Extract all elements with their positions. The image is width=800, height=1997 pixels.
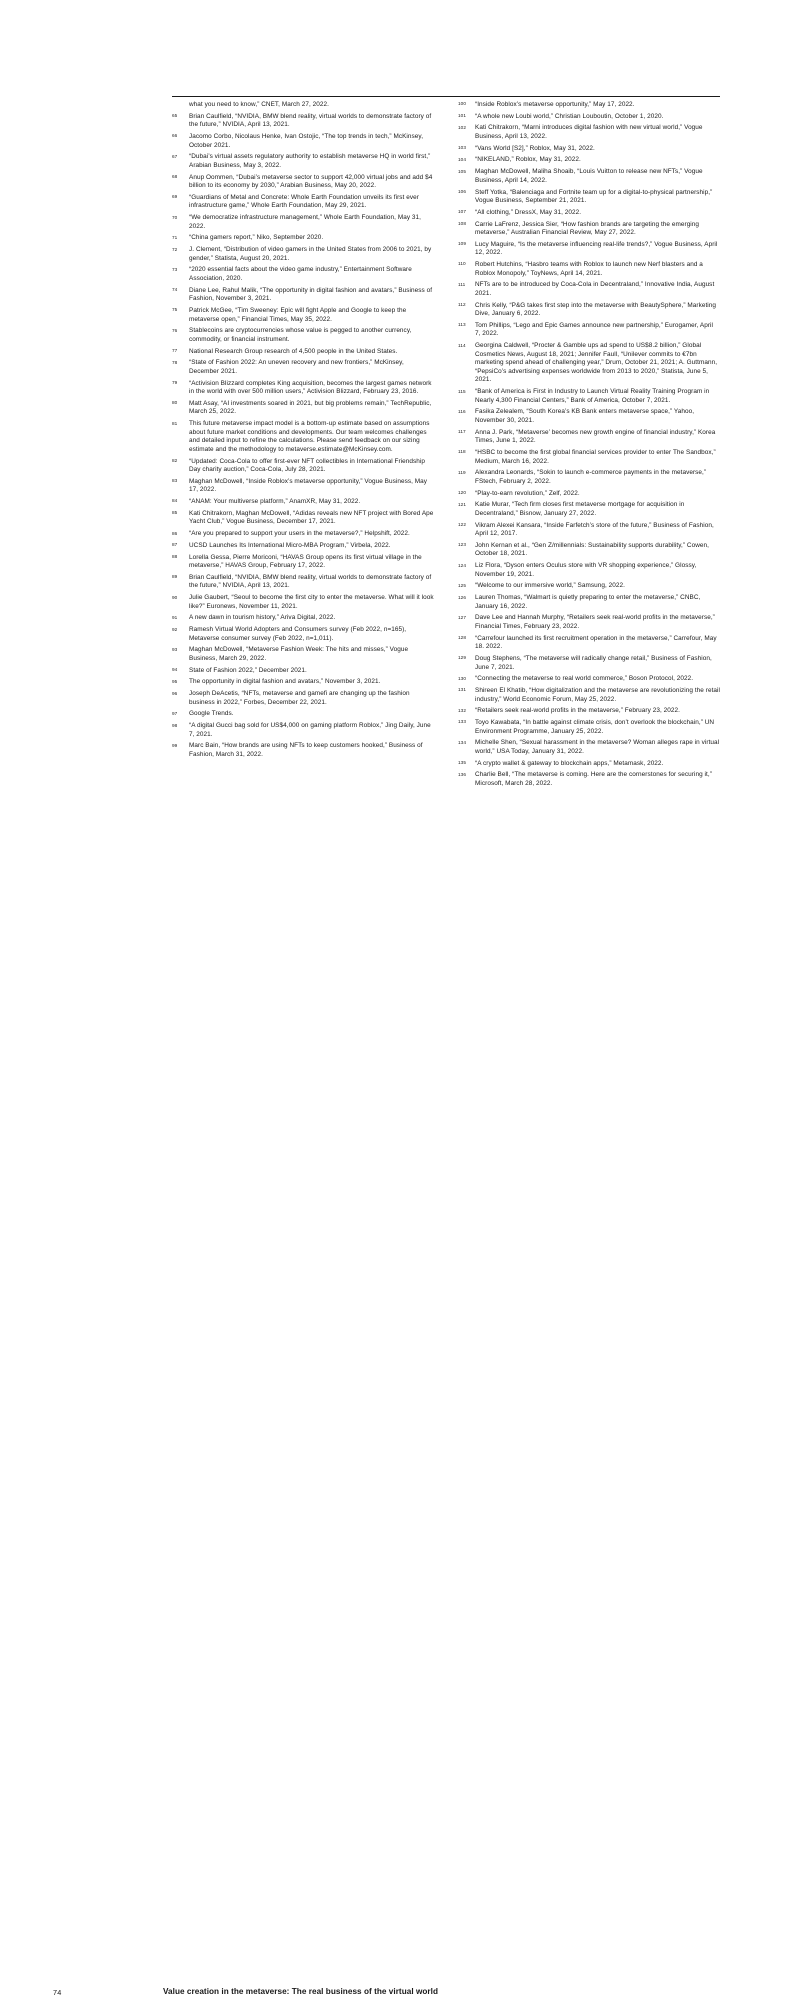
page-footer (0, 992, 800, 1997)
note-item (172, 678, 434, 687)
note-text: “State of Fashion 2022: An uneven recovery and new frontiers,” McKinsey, December 2021. (189, 359, 404, 375)
note-item (458, 281, 720, 298)
note-text: “We democratize infrastructure management,” Whole Earth Foundation, May 31, 2022. (189, 214, 422, 230)
note-text: J. Clement, “Distribution of video gamers in the United States from 2006 to 2021, by gender,” Statista, August 20, 2021. (189, 246, 432, 262)
note-item (458, 562, 720, 579)
note-number: 112 (458, 302, 466, 308)
note-text: Julie Gaubert, “Seoul to become the first city to enter the metaverse. What will it look like?” Euronews, November 11, 2021. (189, 594, 434, 610)
note-item (458, 594, 720, 611)
note-item (458, 241, 720, 258)
note-text: Chris Kelly, “P&G takes first step into the metaverse with BeautySphere,” Marketing Dive, January 6, 2022. (475, 301, 717, 318)
note-item (458, 209, 720, 218)
note-number: 131 (458, 687, 467, 693)
note-number: 109 (458, 241, 467, 247)
note-number: 130 (458, 675, 467, 681)
note-number: 99 (172, 742, 178, 748)
note-item (172, 554, 434, 571)
note-item (172, 667, 434, 676)
note-text: NFTs are to be introduced by Coca-Cola in Decentraland,” Innovative India, August 2021. (475, 281, 715, 297)
note-item (172, 348, 434, 357)
note-number: 68 (172, 173, 178, 179)
note-text: Michelle Shen, “Sexual harassment in the metaverse? Woman alleges rape in virtual world,” USA Today, January 31, 2022. (475, 739, 720, 755)
note-number: 71 (172, 234, 178, 240)
note-item (172, 153, 434, 170)
note-text: Robert Hutchins, “Hasbro teams with Roblox to launch new Nerf blasters and a Roblox Monopoly,” ToyNews, April 14, 2021. (475, 261, 703, 277)
note-item (458, 113, 720, 122)
note-item (458, 542, 720, 559)
note-number: 94 (172, 667, 178, 673)
note-item (172, 742, 434, 759)
note-number: 82 (172, 457, 178, 463)
note-text: Ramesh Virtual World Adopters and Consumers survey (Feb 2022, n=165), Metaverse consumer survey (Feb 2022, n=1,011). (189, 626, 407, 642)
note-text: “Play-to-earn revolution,” Zelf, 2022. (475, 489, 580, 497)
note-number: 102 (458, 124, 467, 130)
note-number: 104 (458, 156, 467, 162)
note-item (172, 594, 434, 611)
note-number: 70 (172, 214, 178, 220)
note-text: The opportunity in digital fashion and avatars,” November 3, 2021. (189, 678, 381, 686)
note-item (172, 133, 434, 150)
note-number: 100 (458, 101, 467, 107)
header-divider-rule (172, 96, 720, 97)
note-text: Carrie LaFrenz, Jessica Sier, “How fashion brands are targeting the emerging metaverse,” Australian Financial Review, May 27, 2022. (475, 220, 700, 237)
note-number: 96 (172, 690, 178, 696)
note-item (172, 400, 434, 417)
note-text: “A crypto wallet & gateway to blockchain apps,” Metamask, 2022. (475, 759, 664, 767)
note-item (172, 214, 434, 231)
note-item (458, 261, 720, 278)
note-item (458, 719, 720, 736)
note-text: Kati Chitrakorn, “Marni introduces digital fashion with new virtual world,” Vogue Business, April 13, 2022. (475, 124, 703, 141)
note-number: 79 (172, 379, 178, 385)
note-text: “Vans World [S2],” Roblox, May 31, 2022. (475, 144, 595, 152)
note-item (458, 490, 720, 499)
note-item (172, 113, 434, 130)
note-text: “Inside Roblox’s metaverse opportunity,” May 17, 2022. (475, 101, 635, 108)
note-number: 88 (172, 553, 178, 559)
note-number: 128 (458, 635, 467, 641)
note-item (458, 124, 720, 141)
note-number: 115 (458, 388, 466, 394)
note-text: “Guardians of Metal and Concrete: Whole Earth Foundation unveils its first ever infrastructure game,” Whole Earth Foundation, May 29, 2021. (189, 193, 419, 210)
note-number: 69 (172, 194, 178, 200)
note-item (172, 246, 434, 263)
note-text: UCSD Launches Its International Micro-MBA Program,” Virbela, 2022. (189, 541, 391, 549)
note-number: 78 (172, 359, 178, 365)
note-item (458, 302, 720, 319)
note-text: “Connecting the metaverse to real world commerce,” Boson Protocol, 2022. (475, 675, 694, 683)
note-item (458, 429, 720, 446)
note-number: 77 (172, 347, 178, 353)
note-number: 83 (172, 478, 178, 484)
note-number: 125 (458, 582, 467, 588)
note-item (458, 168, 720, 185)
notes-list-left (172, 101, 434, 760)
note-item (172, 359, 434, 376)
note-item (172, 307, 434, 324)
note-number: 87 (172, 542, 178, 548)
note-text: what you need to know,” CNET, March 27, 2022. (189, 101, 329, 108)
note-text: Lucy Maguire, “Is the metaverse influencing real-life trends?,” Vogue Business, April 12, 2022. (475, 240, 718, 257)
note-number: 93 (172, 646, 178, 652)
note-item (458, 739, 720, 756)
note-text: “Dubai’s virtual assets regulatory authority to establish metaverse HQ in world first,” Arabian Business, May 3, 2022. (189, 153, 431, 169)
note-number: 105 (458, 168, 467, 174)
note-text: Alexandra Leonards, “Sokin to launch e-commerce payments in the metaverse,” FStech, February 2, 2022. (475, 469, 707, 485)
note-text: John Kernan et al., “Gen Z/millennials: Sustainability supports durability,” Cowen, October 18, 2021. (475, 541, 709, 558)
note-item (172, 574, 434, 591)
note-number: 114 (458, 342, 466, 348)
footer-title: Value creation in the metaverse: The real business of the virtual world (163, 1987, 438, 1996)
note-item (458, 145, 720, 154)
note-text: “All clothing,” DressX, May 31, 2022. (475, 208, 582, 216)
note-text: “Activision Blizzard completes King acquisition, becomes the largest games network in the world with over 500 million users,” Activision Blizzard, February 23, 2016. (189, 379, 432, 396)
note-number: 136 (458, 771, 467, 777)
note-text: Lauren Thomas, “Walmart is quietly preparing to enter the metaverse,” CNBC, January 16, 2022. (475, 594, 701, 610)
note-text: Kati Chitrakorn, Maghan McDowell, “Adidas reveals new NFT project with Bored Ape Yacht Club,” Vogue Business, December 17, 2021. (189, 509, 434, 526)
note-text: Patrick McGee, “Tim Sweeney: Epic will fight Apple and Google to keep the metaverse open,” Financial Times, May 35, 2022. (189, 307, 407, 323)
note-item (458, 189, 720, 206)
note-item (458, 771, 720, 788)
note-item (172, 646, 434, 663)
note-text: Joseph DeAcetis, “NFTs, metaverse and gamefi are changing up the fashion business in 2022,” Forbes, December 22, 2021. (189, 690, 410, 706)
note-item (458, 221, 720, 238)
notes-column-left (172, 101, 434, 792)
note-number: 89 (172, 574, 178, 580)
note-number: 110 (458, 261, 466, 267)
note-text: Matt Asay, “AI investments soared in 2021, but big problems remain,” TechRepublic, March 25, 2022. (189, 399, 432, 416)
note-text: “A whole new Loubi world,” Christian Louboutin, October 1, 2020. (475, 112, 664, 120)
note-number: 121 (458, 501, 467, 507)
note-number: 97 (172, 710, 178, 716)
note-text: State of Fashion 2022,” December 2021. (189, 666, 307, 674)
note-text: Maghan McDowell, Maliha Shoaib, “Louis Vuitton to release new NFTs,” Vogue Business, April 14, 2022. (475, 168, 703, 184)
note-item (458, 156, 720, 165)
note-text: Vikram Alexei Kansara, “Inside Farfetch’s store of the future,” Business of Fashion, April 12, 2017. (475, 521, 714, 538)
note-item (172, 530, 434, 539)
note-text: Georgina Caldwell, “Procter & Gamble ups ad spend to US$8.2 billion,” Global Cosmetics News, August 18, 2021; Jennifer Faull, “Unilever commits to €7bn marketing spend ahead of challenging year,” Drum, October 21, 2021; A. Guttmann, “PepsiCo’s advertising expenses worldwide from 2013 to 2020,” Statista, June 5, 2021. (475, 342, 718, 384)
note-text: Katie Murar, “Tech firm closes first metaverse mortgage for acquisition in Decentraland,” Bisnow, January 27, 2022. (475, 501, 685, 517)
note-text: “Updated: Coca-Cola to offer first-ever NFT collectibles in International Friendship Day charity auction,” Coca-Cola, July 28, 2021. (189, 457, 426, 474)
note-number: 91 (172, 614, 178, 620)
note-item (172, 266, 434, 283)
note-item (458, 760, 720, 769)
note-number: 134 (458, 739, 467, 745)
note-item (172, 234, 434, 243)
note-item (458, 449, 720, 466)
note-number: 92 (172, 626, 178, 632)
notes-columns (172, 101, 720, 792)
note-number: 90 (172, 594, 178, 600)
note-number: 84 (172, 498, 178, 504)
note-text: Fasika Zelealem, “South Korea’s KB Bank enters metaverse space,” Yahoo, November 30, 2021. (475, 408, 695, 424)
note-number: 98 (172, 722, 178, 728)
note-item (172, 710, 434, 719)
note-number: 113 (458, 322, 466, 328)
note-text: This future metaverse impact model is a bottom-up estimate based on assumptions about future market conditions and developments. Our team welcomes challenges and detailed input to refine the calculations. Please send feedback on our sizing estimate and the methodology to metaverse.estimate@McKinsey.com. (189, 420, 430, 453)
note-item (458, 635, 720, 652)
note-text: “Retailers seek real-world profits in the metaverse,” February 23, 2022. (475, 707, 680, 715)
note-item (172, 327, 434, 344)
note-item (458, 501, 720, 518)
note-number: 118 (458, 449, 466, 455)
note-number: 65 (172, 113, 178, 119)
note-number: 73 (172, 266, 178, 272)
note-item (172, 722, 434, 739)
note-number: 86 (172, 530, 178, 536)
note-text: Stablecoins are cryptocurrencies whose value is pegged to another currency, commodity, or financial instrument. (189, 327, 412, 343)
page-number: 74 (53, 1988, 62, 1997)
note-text: “ANAM: Your multiverse platform,” AnamXR, May 31, 2022. (189, 498, 361, 506)
note-item (172, 542, 434, 551)
note-item (458, 388, 720, 405)
note-text: Steff Yotka, “Balenciaga and Fortnite team up for a digital-to-physical partnership,” Vogue Business, September 21, 2021. (475, 188, 713, 205)
note-text: Tom Phillips, “Lego and Epic Games announce new partnership,” Eurogamer, April 7, 2022. (475, 321, 714, 338)
note-text: Doug Stephens, “The metaverse will radically change retail,” Business of Fashion, June 7, 2021. (475, 654, 712, 671)
note-text: Anup Oommen, “Dubai’s metaverse sector to support 42,000 virtual jobs and add $4 billion to its economy by 2030,” Arabian Business, May 20, 2022. (189, 173, 433, 190)
note-text: Brian Caulfield, “NVIDIA, BMW blend reality, virtual worlds to demonstrate factory of the future,” NVIDIA, April 13, 2021. (189, 112, 432, 129)
notes-list-right (458, 101, 720, 788)
note-number: 106 (458, 188, 467, 194)
note-item (458, 322, 720, 339)
note-item (172, 510, 434, 527)
note-item (458, 342, 720, 385)
note-text: Marc Bain, “How brands are using NFTs to keep customers hooked,” Business of Fashion, March 31, 2022. (189, 742, 423, 759)
note-number: 107 (458, 209, 467, 215)
note-item (172, 498, 434, 507)
note-number: 120 (458, 489, 467, 495)
note-item (458, 522, 720, 539)
note-item (172, 287, 434, 304)
note-item (458, 101, 720, 110)
note-text: National Research Group research of 4,500 people in the United States. (189, 347, 398, 355)
note-text: Lorella Gessa, Pierre Moriconi, “HAVAS Group opens its first virtual village in the metaverse,” HAVAS Group, February 17, 2022. (189, 553, 422, 570)
note-text: Maghan McDowell, “Inside Roblox’s metaverse opportunity,” Vogue Business, May 17, 2022. (189, 477, 428, 494)
note-item (458, 707, 720, 716)
note-item (458, 614, 720, 631)
note-number: 85 (172, 510, 178, 516)
note-item (172, 626, 434, 643)
note-number: 126 (458, 594, 467, 600)
note-text: A new dawn in tourism history,” Ariva Digital, 2022. (189, 614, 336, 622)
note-text: “2020 essential facts about the video game industry,” Entertainment Software Association, 2020. (189, 266, 412, 282)
note-number: 67 (172, 153, 178, 159)
note-text: Maghan McDowell, “Metaverse Fashion Week: The hits and misses,” Vogue Business, March 29, 2022. (189, 646, 409, 662)
note-text: Brian Caulfield, “NVIDIA, BMW blend reality, virtual worlds to demonstrate factory of the future,” NVIDIA, April 13, 2021. (189, 573, 432, 590)
note-number: 111 (458, 281, 466, 287)
notes-column-right (458, 101, 720, 792)
note-number: 76 (172, 327, 178, 333)
note-number: 119 (458, 469, 466, 475)
note-item (172, 614, 434, 623)
note-text: “Bank of America is First in Industry to Launch Virtual Reality Training Program in Nearly 4,300 Financial Centers,” Bank of America, October 7, 2021. (475, 388, 710, 404)
note-text: “Carrefour launched its first recruitment operation in the metaverse,” Carrefour, May 18. 2022. (475, 634, 717, 651)
note-number: 129 (458, 655, 467, 661)
note-number: 103 (458, 145, 467, 151)
note-number: 75 (172, 307, 178, 313)
note-text: Anna J. Park, “Metaverse’ becomes new growth engine of financial industry,” Korea Times, June 1, 2022. (475, 428, 716, 445)
note-number: 95 (172, 678, 178, 684)
note-number: 122 (458, 521, 467, 527)
note-item (458, 655, 720, 672)
note-text: “China gamers report,” Niko, September 2020. (189, 234, 324, 242)
note-item (172, 174, 434, 191)
note-number: 127 (458, 614, 467, 620)
note-item (458, 408, 720, 425)
note-text: “Welcome to our immersive world,” Samsung, 2022. (475, 582, 625, 590)
note-number: 133 (458, 719, 467, 725)
note-item (172, 101, 434, 110)
note-number: 72 (172, 246, 178, 252)
note-item (172, 478, 434, 495)
note-item (458, 687, 720, 704)
note-item (172, 380, 434, 397)
note-item (172, 194, 434, 211)
note-text: Liz Flora, “Dyson enters Oculus store with VR shopping experience,” Glossy, November 19, 2021. (475, 562, 697, 578)
note-text: Dave Lee and Hannah Murphy, “Retailers seek real-world profits in the metaverse,” Financial Times, February 23, 2022. (475, 614, 715, 630)
note-text: “A digital Gucci bag sold for US$4,000 on gaming platform Roblox,” Jing Daily, June 7, 2021. (189, 722, 431, 738)
note-item (458, 675, 720, 684)
note-text: Diane Lee, Rahul Malik, “The opportunity in digital fashion and avatars,” Business of Fashion, November 3, 2021. (189, 286, 433, 303)
note-item (172, 690, 434, 707)
note-text: Toyo Kawabata, “In battle against climate crisis, don’t overlook the blockchain,” UN Environment Programme, January 25, 2022. (475, 719, 715, 735)
note-text: Jacomo Corbo, Nicolaus Henke, Ivan Ostojic, “The top trends in tech,” McKinsey, October 2021. (189, 133, 424, 149)
note-number: 108 (458, 220, 467, 226)
note-item (172, 420, 434, 454)
note-number: 101 (458, 113, 467, 119)
note-number: 124 (458, 562, 467, 568)
note-number: 123 (458, 542, 467, 548)
note-number: 74 (172, 287, 178, 293)
note-number: 80 (172, 400, 178, 406)
note-text: “HSBC to become the first global financial services provider to enter The Sandbox,” Medium, March 16, 2022. (475, 448, 716, 465)
note-number: 117 (458, 429, 466, 435)
note-number: 116 (458, 408, 466, 414)
note-number: 66 (172, 133, 178, 139)
note-text: “Are you prepared to support your users in the metaverse?,” Helpshift, 2022. (189, 530, 410, 538)
note-number: 132 (458, 707, 467, 713)
note-text: Charlie Bell, “The metaverse is coming. Here are the cornerstones for securing it,” Microsoft, March 28, 2022. (475, 771, 712, 787)
note-text: Shireen El Khatib, “How digitalization and the metaverse are revolutionizing the retail industry,” World Economic Forum, May 25, 2022. (475, 686, 720, 703)
note-item (172, 458, 434, 475)
note-text: “NIKELAND,” Roblox, May 31, 2022. (475, 156, 581, 164)
note-item (458, 582, 720, 591)
note-text: Google Trends. (189, 710, 234, 718)
note-number: 135 (458, 759, 467, 765)
note-item (458, 469, 720, 486)
note-number: 81 (172, 420, 178, 426)
